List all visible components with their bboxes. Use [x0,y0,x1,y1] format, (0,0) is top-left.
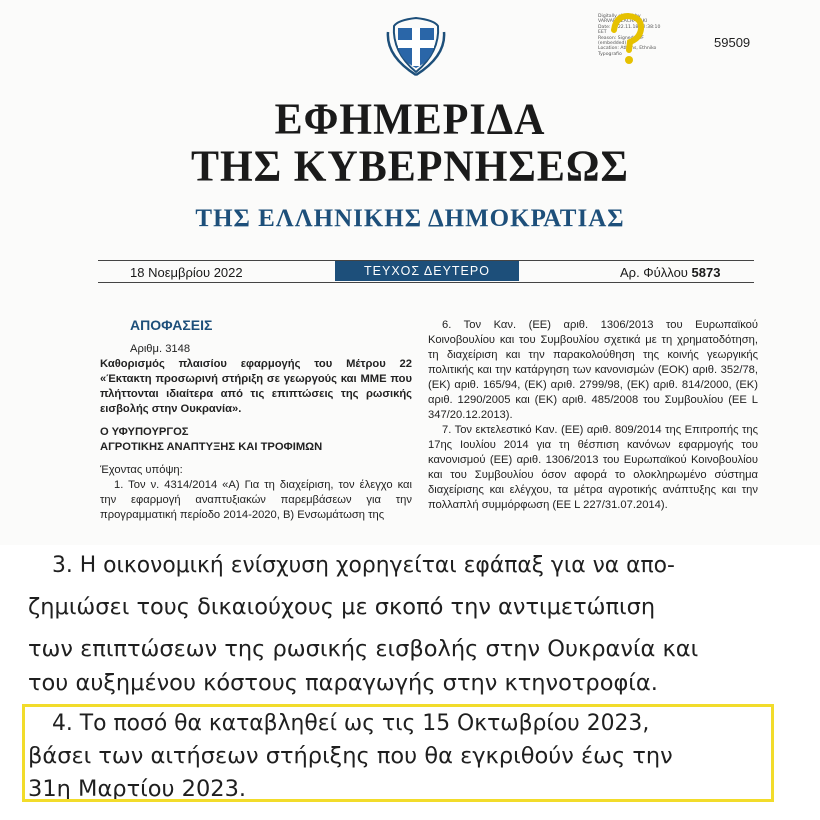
gazette-subtitle: ΤΗΣ ΕΛΛΗΝΙΚΗΣ ΔΗΜΟΚΡΑΤΙΑΣ [195,205,625,232]
signature-line: Date: 2022.11.18 22:38:10 [598,24,661,30]
sheet-label: Αρ. Φύλλου [620,265,688,280]
section-heading: ΑΠΟΦΑΣΕΙΣ [130,318,213,333]
signature-line: Reason: Signed PDF [598,35,644,41]
zoom-line: των επιπτώσεων της ρωσικής εισβολής στην Ουκρανία και [28,636,699,662]
minister-line1: Ο ΥΦΥΠΟΥΡΓΟΣ [100,426,189,438]
item-1: 1. Τον ν. 4314/2014 «Α) Για τη διαχείριση, τον έλεγχο και την εφαρμογή αναπτυξιακών παρεμβάσεων για την προγραμματική περίοδο 2014-2020, Β) Ενσωμάτωση της [100,479,412,521]
minister-line2: ΑΓΡΟΤΙΚΗΣ ΑΝΑΠΤΥΞΗΣ ΚΑΙ ΤΡΟΦΙΜΩΝ [100,441,323,453]
decision-title: Καθορισμός πλαισίου εφαρμογής του Μέτρου 22 «Έκτακτη προσωρινή στήριξη σε γεωργούς και ΜΜΕ που πλήττονται ιδιαίτερα από τις επιπτώσεις της ρωσικής εισβολής στην Ουκρανία». [100,358,412,415]
zoom-line: 3. Η οικονομική ενίσχυση χορηγείται εφάπαξ για να απο- [52,552,675,578]
signature-line: (embedded) [598,41,627,47]
zoom-line: 31η Μαρτίου 2023. [28,776,247,802]
page-number: 59509 [714,35,751,50]
right-column [428,318,758,513]
zoom-line: ζημιώσει τους δικαιούχους με σκοπό την αντιμετώπιση [28,594,656,620]
signature-line: Digitally signed by [598,14,641,19]
gazette-title-line2: ΤΗΣ ΚΥΒΕΡΝΗΣΕΩΣ [191,142,629,192]
issue-date: 18 Νοεμβρίου 2022 [130,265,243,280]
left-column [100,318,412,523]
minister-title [100,425,412,455]
sheet-number [620,265,720,280]
signature-line: VARVARA ZACHARAKI [598,19,648,25]
bottom-rule [98,282,754,283]
decision-number: Αριθμ. 3148 [130,343,191,355]
signature-line: Location: Athens, Ethniko [598,46,657,52]
item-6: 6. Τον Καν. (ΕΕ) αριθ. 1306/2013 του Ευρωπαϊκού Κοινοβουλίου και του Συμβουλίου σχετικά με τη χρηματοδότηση, τη διαχείριση και την παρακολούθηση της κοινής γεωργικής πολιτικής και την κατάργηση των κανονισμών (ΕΟΚ) αριθ. 352/78, (ΕΚ) αριθ. 165/94, (ΕΚ) αριθ. 2799/98, (ΕΚ) αριθ. 814/2000, (ΕΚ) αριθ. 1290/2005 και (ΕΚ) αριθ. 485/2008 του Συμβουλίου (ΕΕ L 347/20.12.2013). [428,319,758,421]
zoom-line: 4. Το ποσό θα καταβληθεί ως τις 15 Οκτωβρίου 2023, [52,710,650,736]
considering-label: Έχοντας υπόψη: [100,464,183,476]
zoom-line: βάσει των αιτήσεων στήριξης που θα εγκριθούν έως την [28,743,673,769]
greek-coat-of-arms-icon [386,12,446,76]
issue-badge: ΤΕΥΧΟΣ ΔΕΥΤΕΡΟ [335,261,519,281]
signature-line: EET [598,30,607,36]
gazette-title-line1: ΕΦΗΜΕΡΙΔΑ [274,95,546,145]
item-7: 7. Τον εκτελεστικό Καν. (ΕΕ) αριθ. 809/2014 της Επιτροπής της 17ης Ιουλίου 2014 για τη θέσπιση κανόνων εφαρμογής του κανονισμού (ΕΕ) αριθ. 1306/2013 του Ευρωπαϊκού Κοινοβουλίου και του Συμβουλίου όσον αφορά το ολοκληρωμένο σύστημα διαχείρισης και ελέγχου, τα μέτρα αγροτικής ανάπτυξης και την πολλαπλή συμμόρφωση (ΕΕ L 227/31.07.2014). [428,424,758,511]
sheet-value: 5873 [691,265,721,280]
signature-line: Typografio [598,51,622,57]
highlight-box [22,704,774,802]
zoom-line: του αυξημένου κόστους παραγωγής στην κτηνοτροφία. [28,670,658,696]
signature-question-mark-icon [594,12,654,68]
